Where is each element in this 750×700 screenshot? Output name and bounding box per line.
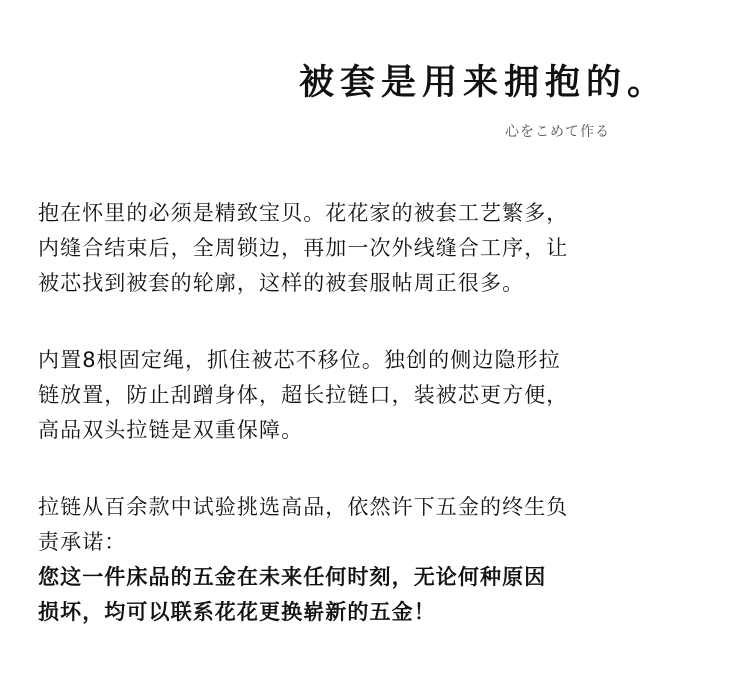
text-line: 内置8根固定绳，抓住被芯不移位。独创的侧边隐形拉	[38, 348, 561, 372]
text-line: 被芯找到被套的轮廓，这样的被套服帖周正很多。	[38, 271, 525, 295]
text-line: 链放置，防止刮蹭身体，超长拉链口，装被芯更方便，	[38, 383, 569, 407]
headline: 被套是用来拥抱的。	[298, 63, 668, 103]
tagline: 心をこめて作る	[505, 124, 610, 140]
text-line: 抱在怀里的必须是精致宝贝。花花家的被套工艺繁多，	[38, 201, 569, 225]
paragraph-craftsmanship	[38, 196, 713, 301]
body-text	[38, 196, 713, 672]
text-line: 高品双头拉链是双重保障。	[38, 418, 304, 442]
text-line: 责承诺：	[38, 530, 127, 554]
text-line: 内缝合结束后，全周锁边，再加一次外线缝合工序，让	[38, 236, 569, 260]
text-line: 拉链从百余款中试验挑选高品，依然许下五金的终生负	[38, 495, 569, 519]
paragraph-warranty	[38, 490, 713, 630]
paragraph-zipper-design	[38, 343, 713, 448]
warranty-emphasis-line: 损坏，均可以联系花花更换崭新的五金！	[38, 600, 436, 624]
warranty-emphasis-line: 您这一件床品的五金在未来任何时刻，无论何种原因	[38, 565, 547, 589]
